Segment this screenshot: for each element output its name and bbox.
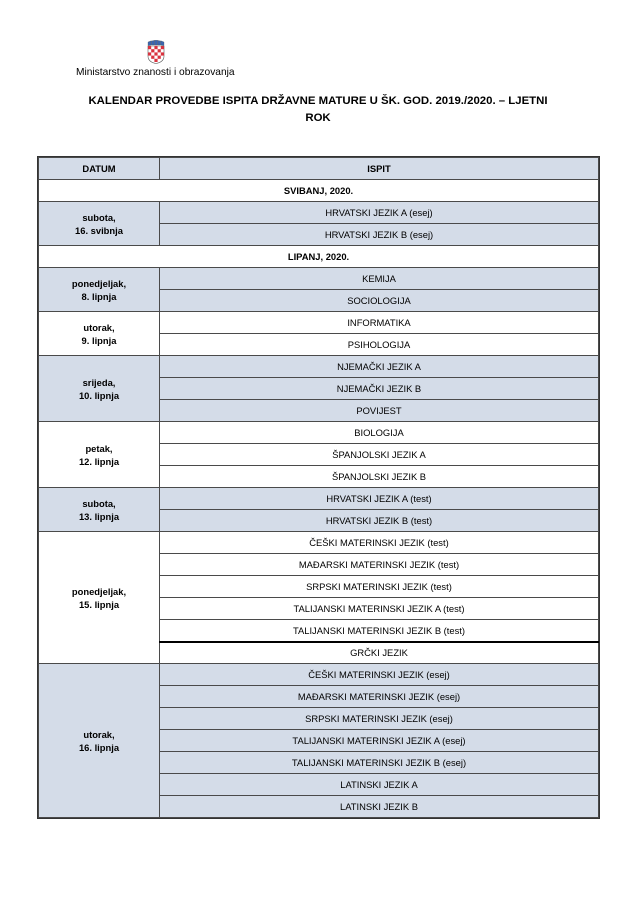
date-cell — [39, 664, 160, 818]
date-cell — [39, 202, 160, 246]
date-day: srijeda, — [82, 376, 116, 388]
exam-cell: HRVATSKI JEZIK B (esej) — [160, 224, 599, 246]
table-row — [39, 312, 599, 334]
date-cell — [39, 312, 160, 356]
date-day: subota, — [82, 497, 116, 509]
table-header-row — [39, 158, 599, 180]
exam-cell: HRVATSKI JEZIK B (test) — [160, 510, 599, 532]
month-label: LIPANJ, 2020. — [39, 246, 599, 268]
date-day: ponedjeljak, — [71, 277, 127, 289]
month-row — [39, 246, 599, 268]
exam-cell: HRVATSKI JEZIK A (test) — [160, 488, 599, 510]
exam-cell: ŠPANJOLSKI JEZIK B — [160, 466, 599, 488]
date-day: utorak, — [83, 728, 115, 740]
table-row — [39, 422, 599, 444]
exam-cell: LATINSKI JEZIK B — [160, 796, 599, 818]
exam-cell: TALIJANSKI MATERINSKI JEZIK A (test) — [160, 598, 599, 620]
exam-cell: GRČKI JEZIK — [160, 642, 599, 664]
table-row — [39, 202, 599, 224]
date-cell — [39, 268, 160, 312]
date-value: 16. svibnja — [75, 224, 123, 236]
exam-cell: KEMIJA — [160, 268, 599, 290]
date-cell — [39, 422, 160, 488]
month-label: SVIBANJ, 2020. — [39, 180, 599, 202]
date-value: 15. lipnja — [78, 598, 120, 610]
table-row — [39, 488, 599, 510]
exam-cell: SRPSKI MATERINSKI JEZIK (esej) — [160, 708, 599, 730]
exam-cell: MAĐARSKI MATERINSKI JEZIK (test) — [160, 554, 599, 576]
exam-cell: SRPSKI MATERINSKI JEZIK (test) — [160, 576, 599, 598]
date-cell — [39, 356, 160, 422]
date-value: 12. lipnja — [78, 455, 120, 467]
exam-cell: PSIHOLOGIJA — [160, 334, 599, 356]
exam-cell: TALIJANSKI MATERINSKI JEZIK A (esej) — [160, 730, 599, 752]
date-day: ponedjeljak, — [71, 585, 127, 597]
table-row — [39, 356, 599, 378]
coat-of-arms-icon — [147, 40, 165, 64]
date-value: 9. lipnja — [81, 334, 117, 346]
exam-cell: NJEMAČKI JEZIK B — [160, 378, 599, 400]
exam-cell: ŠPANJOLSKI JEZIK A — [160, 444, 599, 466]
exam-cell: ČEŠKI MATERINSKI JEZIK (test) — [160, 532, 599, 554]
date-day: utorak, — [83, 321, 115, 333]
date-cell — [39, 488, 160, 532]
exam-cell: TALIJANSKI MATERINSKI JEZIK B (esej) — [160, 752, 599, 774]
column-header-date: DATUM — [39, 158, 160, 180]
exam-cell: NJEMAČKI JEZIK A — [160, 356, 599, 378]
exam-cell: LATINSKI JEZIK A — [160, 774, 599, 796]
exam-cell: BIOLOGIJA — [160, 422, 599, 444]
column-header-exam: ISPIT — [160, 158, 599, 180]
date-value: 16. lipnja — [78, 741, 120, 753]
date-cell — [39, 532, 160, 664]
exam-cell: HRVATSKI JEZIK A (esej) — [160, 202, 599, 224]
month-row — [39, 180, 599, 202]
table-row — [39, 664, 599, 686]
table-row — [39, 268, 599, 290]
table-row — [39, 532, 599, 554]
date-value: 13. lipnja — [78, 510, 120, 522]
ministry-name: Ministarstvo znanosti i obrazovanja — [76, 67, 235, 78]
title-line-2: ROK — [305, 112, 331, 124]
exam-cell: INFORMATIKA — [160, 312, 599, 334]
exam-calendar-table — [38, 157, 599, 818]
exam-cell: TALIJANSKI MATERINSKI JEZIK B (test) — [160, 620, 599, 642]
date-day: petak, — [85, 442, 113, 454]
exam-cell: SOCIOLOGIJA — [160, 290, 599, 312]
exam-cell: ČEŠKI MATERINSKI JEZIK (esej) — [160, 664, 599, 686]
document-title — [40, 93, 596, 127]
date-day: subota, — [82, 211, 116, 223]
exam-cell: POVIJEST — [160, 400, 599, 422]
title-line-1: KALENDAR PROVEDBE ISPITA DRŽAVNE MATURE U ŠK. GOD. 2019./2020. – LJETNI — [88, 95, 548, 107]
exam-cell: MAĐARSKI MATERINSKI JEZIK (esej) — [160, 686, 599, 708]
date-value: 8. lipnja — [81, 290, 117, 302]
date-value: 10. lipnja — [78, 389, 120, 401]
